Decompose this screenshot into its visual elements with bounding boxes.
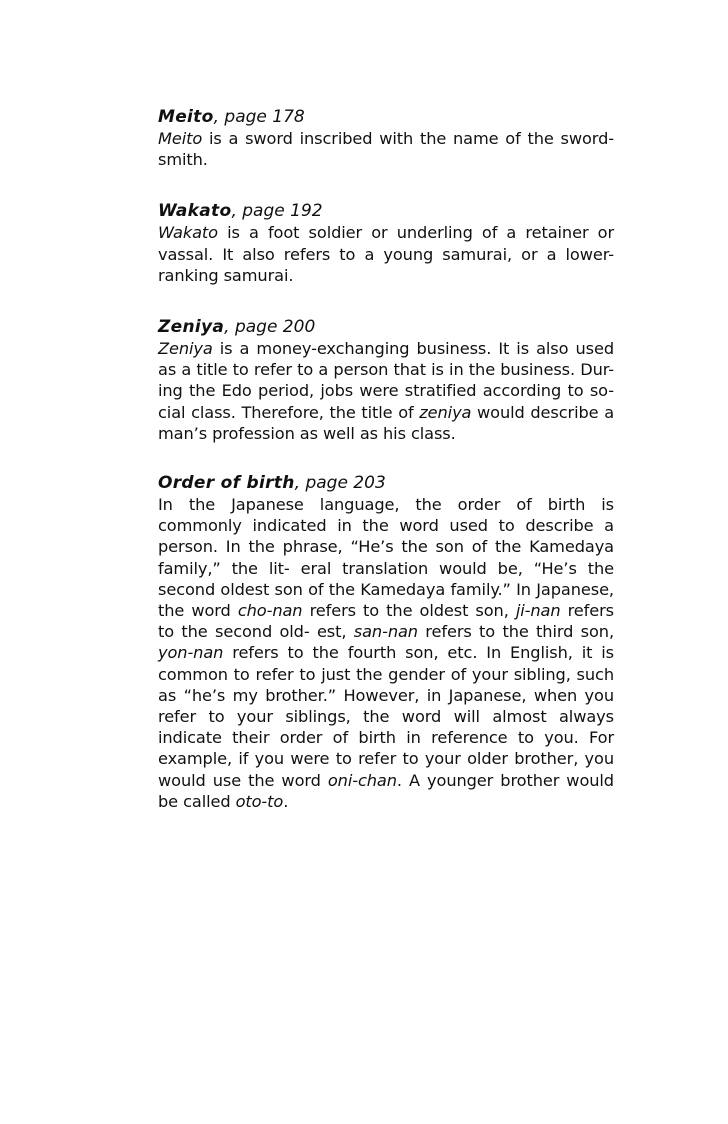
italic-term: zeniya xyxy=(419,402,472,422)
glossary-page xyxy=(158,106,614,842)
entry-body: In the Japanese language, the order of birth is commonly indicated in the word used to describe a person. In the phrase, “He’s the son of the Kamedaya family,” the lit- eral translation would be, “He’s the second oldest son of the Kamedaya family.” In Japanese, the word cho-nan refers to the oldest son, ji-nan refers to the second old- est, san-nan refers to the third son, yon-nan refers to the fourth son, etc. In English, it is common to refer to just the gender of your sibling, such as “he’s my brother.” However, in Japanese, when you refer to your siblings, the word will almost always indicate their order of birth in reference to you. For example, if you were to refer to your older brother, you would use the word oni-chan. A younger brother would be called oto-to. xyxy=(158,495,615,811)
glossary-entry-order-of-birth xyxy=(158,472,614,812)
entry-heading xyxy=(158,106,614,128)
italic-term: oni-chan xyxy=(327,770,397,790)
italic-term: Meito xyxy=(158,129,203,148)
italic-term: ji-nan xyxy=(515,601,561,621)
italic-term: san-nan xyxy=(353,622,418,642)
italic-term: cho-nan xyxy=(237,601,303,621)
entry-heading xyxy=(158,472,614,494)
entry-term: Wakato xyxy=(158,201,232,222)
entry-body: Zeniya is a money-exchanging business. It is also used as a title to refer to a person that is in the business. Dur- ing the Edo period, jobs were stratified according to so- cial class. Therefore, the title of zeniya would describe a man’s profession as well as his class. xyxy=(158,339,615,443)
entry-page-ref: , page 178 xyxy=(213,107,305,127)
entry-page-ref: , page 192 xyxy=(231,201,323,222)
glossary-entry-zeniya xyxy=(158,316,614,444)
italic-term: Wakato xyxy=(158,223,218,243)
entry-term: Meito xyxy=(158,107,214,127)
entry-heading xyxy=(158,316,614,338)
italic-term: oto-to xyxy=(235,791,284,811)
entry-body: Wakato is a foot soldier or underling of a retainer or vassal. It also refers to a young samurai, or a lower- ranking samurai. xyxy=(158,223,614,285)
entry-body: Meito is a sword inscribed with the name of the sword- smith. xyxy=(158,129,614,170)
glossary-entry-wakato xyxy=(158,200,614,286)
entry-page-ref: , page 203 xyxy=(294,473,386,494)
glossary-entry-meito xyxy=(158,106,614,170)
entry-term: Order of birth xyxy=(158,473,295,494)
entry-term: Zeniya xyxy=(158,317,225,338)
italic-term: Zeniya xyxy=(158,339,213,359)
entry-page-ref: , page 200 xyxy=(224,317,316,338)
entry-heading xyxy=(158,200,614,222)
italic-term: yon-nan xyxy=(158,643,224,663)
